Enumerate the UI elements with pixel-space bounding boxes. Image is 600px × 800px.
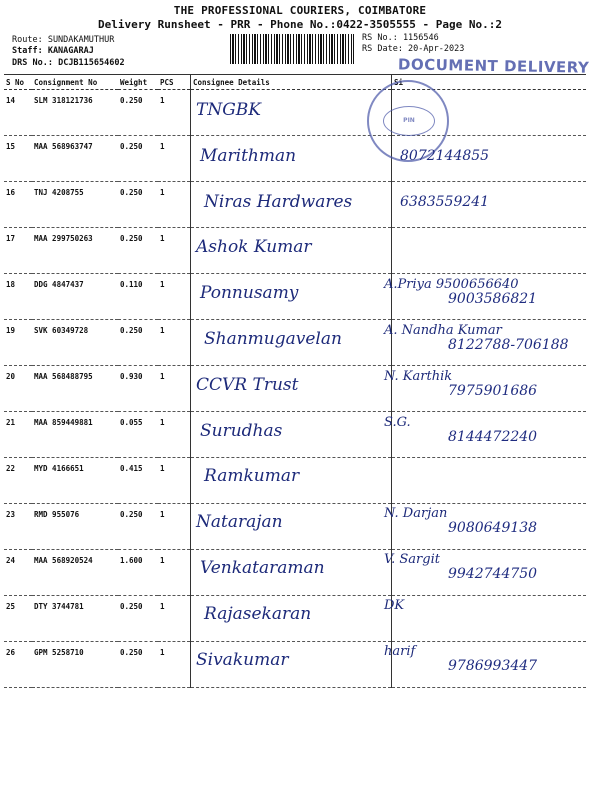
cell-consignment-no: RMD 955076 [32,504,118,550]
cell-consignment-no: SLM 318121736 [32,90,118,136]
rs-date: RS Date: 20-Apr-2023 [362,44,465,54]
rs-number: RS No.: 1156546 [362,33,439,43]
stamp-pin: PIN [383,106,435,136]
handwritten-phone-number: 8122788-706188 [448,337,569,353]
col-signature: Si [392,75,587,90]
handwritten-signature: A.Priya 9500656640 [384,277,519,293]
cell-weight: 0.415 [118,458,158,504]
handwritten-signature: harif [384,643,416,659]
handwritten-consignee-name: Marithman [200,145,297,166]
cell-weight: 0.250 [118,320,158,366]
cell-pcs: 1 [158,550,191,596]
cell-sno: 22 [4,458,32,504]
drs-label: DRS No.: [12,58,53,68]
cell-weight: 1.600 [118,550,158,596]
table-row [4,90,586,136]
cell-weight: 0.250 [118,228,158,274]
handwritten-consignee-name: Rajasekaran [204,603,312,624]
cell-pcs: 1 [158,136,191,182]
handwritten-consignee-name: Shanmugavelan [204,329,342,349]
cell-pcs: 1 [158,596,191,642]
staff-label: Staff: KANAGARAJ [12,46,94,56]
handwritten-phone-number: 7975901686 [448,382,538,399]
cell-weight: 0.250 [118,182,158,228]
cell-weight: 0.250 [118,504,158,550]
cell-sno: 14 [4,90,32,136]
col-pcs: PCS [158,75,191,90]
cell-sno: 24 [4,550,32,596]
handwritten-consignee-name: Natarajan [196,512,283,533]
cell-signature [392,596,587,642]
cell-sno: 16 [4,182,32,228]
cell-weight: 0.250 [118,90,158,136]
cell-pcs: 1 [158,182,191,228]
cell-sno: 19 [4,320,32,366]
cell-consignment-no: MAA 568920524 [32,550,118,596]
route-label: Route: SUNDAKAMUTHUR [12,35,115,45]
cell-pcs: 1 [158,274,191,320]
handwritten-consignee-name: Niras Hardwares [204,191,353,212]
cell-weight: 0.930 [118,366,158,412]
cell-weight: 0.250 [118,596,158,642]
cell-pcs: 1 [158,458,191,504]
cell-consignment-no: MYD 4166651 [32,458,118,504]
handwritten-signature: DK [384,597,405,613]
handwritten-signature: S.G. [384,414,411,430]
handwritten-consignee-name: Surudhas [200,420,283,441]
cell-consignment-no: GPM 5258710 [32,642,118,688]
cell-pcs: 1 [158,412,191,458]
col-sno: S No [4,75,32,90]
handwritten-consignee-name: Ashok Kumar [196,237,312,258]
handwritten-signature: N. Darjan [384,506,448,522]
cell-pcs: 1 [158,504,191,550]
cell-weight: 0.250 [118,136,158,182]
cell-weight: 0.250 [118,642,158,688]
handwritten-consignee-name: Ponnusamy [200,283,299,304]
cell-consignment-no: MAA 568963747 [32,136,118,182]
table-header-row [4,75,586,90]
col-consignment: Consignment No [32,75,118,90]
handwritten-consignee-name: Sivakumar [196,649,289,670]
cell-consignment-no: SVK 60349728 [32,320,118,366]
cell-consignment-no: TNJ 4208755 [32,182,118,228]
cell-sno: 21 [4,412,32,458]
cell-pcs: 1 [158,228,191,274]
handwritten-phone-number: 8072144855 [400,147,490,164]
document-delivery-stamp: DOCUMENT DELIVERY [397,55,590,77]
handwritten-signature: A. Nandha Kumar [384,323,502,338]
col-consignee: Consignee Details [191,75,392,90]
drs-value: DCJB115654602 [58,58,125,68]
cell-consignment-no: MAA 859449881 [32,412,118,458]
col-weight: Weight [118,75,158,90]
cell-sno: 20 [4,366,32,412]
handwritten-signature: N. Karthik [384,368,453,384]
handwritten-phone-number: 9080649138 [448,520,538,537]
handwritten-consignee-name: TNGBK [196,100,261,120]
barcode [230,34,354,64]
cell-consignment-no: MAA 568488795 [32,366,118,412]
cell-pcs: 1 [158,320,191,366]
handwritten-consignee-name: CCVR Trust [196,374,299,395]
cell-signature [392,458,587,504]
handwritten-signature: V. Sargit [384,552,440,567]
cell-weight: 0.110 [118,274,158,320]
handwritten-phone-number: 9003586821 [448,291,538,308]
cell-sno: 17 [4,228,32,274]
cell-pcs: 1 [158,366,191,412]
cell-sno: 18 [4,274,32,320]
cell-signature [392,228,587,274]
runsheet-title: THE PROFESSIONAL COURIERS, COIMBATORE [173,4,427,17]
handwritten-phone-number: 9786993447 [448,657,538,674]
handwritten-phone-number: 6383559241 [400,193,490,210]
runsheet-subtitle: Delivery Runsheet - PRR - Phone No.:0422-3505555 - Page No.:2 [98,18,502,31]
cell-sno: 26 [4,642,32,688]
cell-pcs: 1 [158,642,191,688]
cell-sno: 15 [4,136,32,182]
cell-pcs: 1 [158,90,191,136]
handwritten-phone-number: 9942744750 [448,566,538,582]
cell-sno: 25 [4,596,32,642]
cell-consignment-no: DTY 3744781 [32,596,118,642]
cell-weight: 0.055 [118,412,158,458]
cell-consignment-no: DDG 4847437 [32,274,118,320]
cell-sno: 23 [4,504,32,550]
handwritten-phone-number: 8144472240 [448,428,538,445]
cell-consignment-no: MAA 299750263 [32,228,118,274]
handwritten-consignee-name: Ramkumar [204,466,300,487]
drs-number [12,58,125,69]
handwritten-consignee-name: Venkataraman [200,558,325,578]
